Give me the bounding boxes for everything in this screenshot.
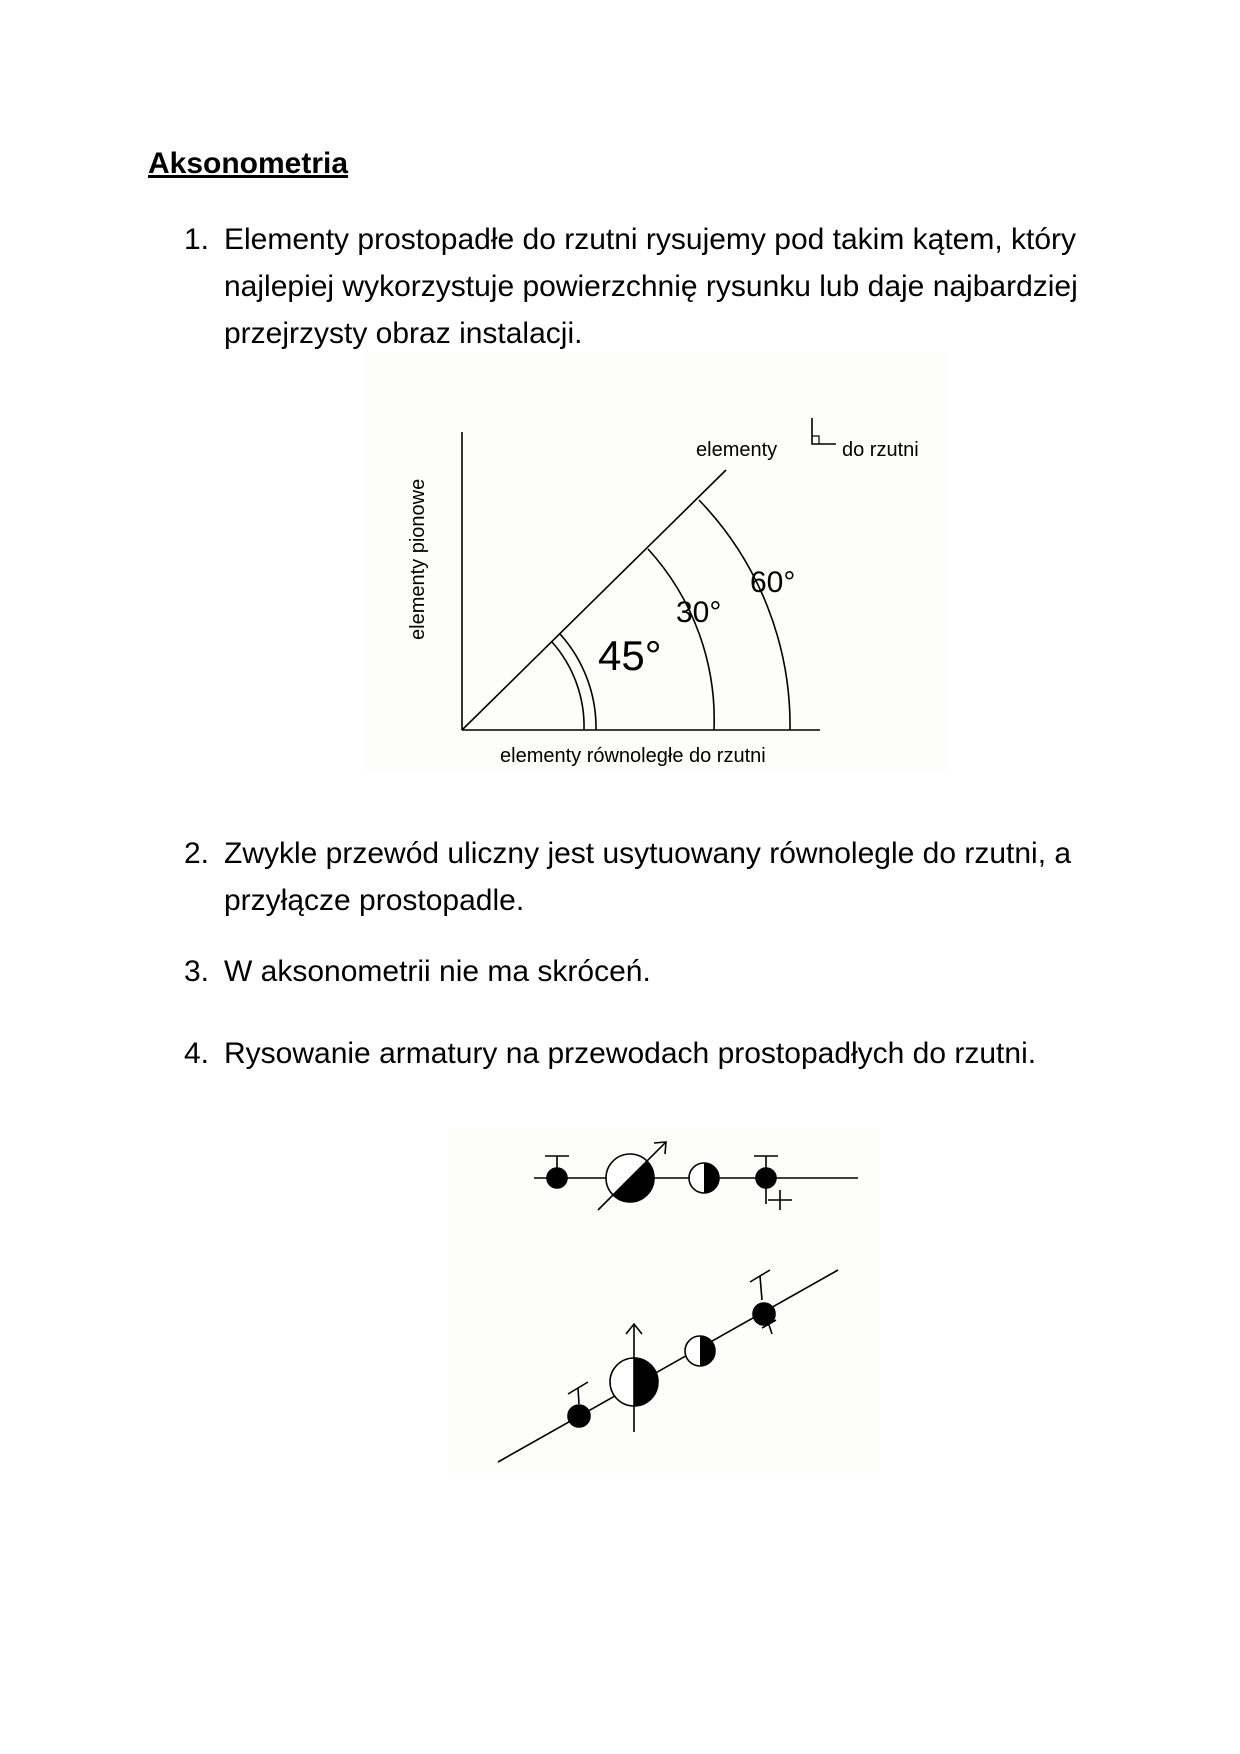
vertical-axis-label: elementy pionowe [407, 478, 429, 640]
list-item-3 [184, 948, 1124, 995]
valve-stem [578, 1388, 579, 1404]
diagonal-label-right: do rzutni [842, 439, 919, 461]
angle-diagram-svg [366, 352, 946, 772]
list-text: Rysowanie armatury na przewodach prostopadłych do rzutni. [224, 1037, 1037, 1070]
list-text: Zwykle przewód uliczny jest usytuowany równolegle do rzutni, a przyłącze prostopadle. [224, 837, 1072, 917]
meter-fill [634, 1358, 658, 1406]
list-number: 3. [184, 955, 210, 988]
list-number: 4. [184, 1037, 210, 1070]
valve-stem [760, 1276, 762, 1300]
angle-30-label: 30° [676, 596, 722, 629]
valve-dot [568, 1405, 590, 1427]
list-text: W aksonometrii nie ma skróceń. [224, 955, 651, 988]
valve-dot [756, 1168, 776, 1188]
valve-dot [547, 1168, 567, 1188]
diagonal-label-left: elementy [696, 439, 778, 461]
arc-45-outer [560, 634, 596, 730]
list-item-2 [184, 830, 1124, 924]
list-item-1 [184, 216, 1124, 357]
page-title: Aksonometria [148, 147, 349, 180]
horizontal-pipe-group [534, 1142, 858, 1210]
list-text: Elementy prostopadłe do rzutni rysujemy pod takim kątem, który najlepiej wykorzystuje powierzchnię rysunku lub daje najbardziej przejrzysty obraz instalacji. [224, 223, 1078, 350]
list-number: 2. [184, 837, 210, 870]
angle-45-label: 45° [598, 632, 662, 679]
half-circle-fill [704, 1163, 719, 1193]
diagonal-pipe-group [498, 1270, 838, 1462]
fittings-diagram [448, 1128, 880, 1474]
horizontal-axis-label: elementy równoległe do rzutni [500, 745, 766, 767]
fittings-diagram-svg [448, 1128, 880, 1474]
angle-diagram [366, 352, 946, 772]
right-angle-mark [812, 436, 819, 444]
diagonal-pipe [498, 1270, 838, 1462]
list-number: 1. [184, 223, 210, 256]
angle-60-label: 60° [750, 566, 796, 599]
list-item-4 [184, 1030, 1124, 1077]
arc-45-inner [552, 642, 584, 730]
valve-dot [753, 1303, 775, 1325]
perpendicular-icon [812, 418, 836, 444]
